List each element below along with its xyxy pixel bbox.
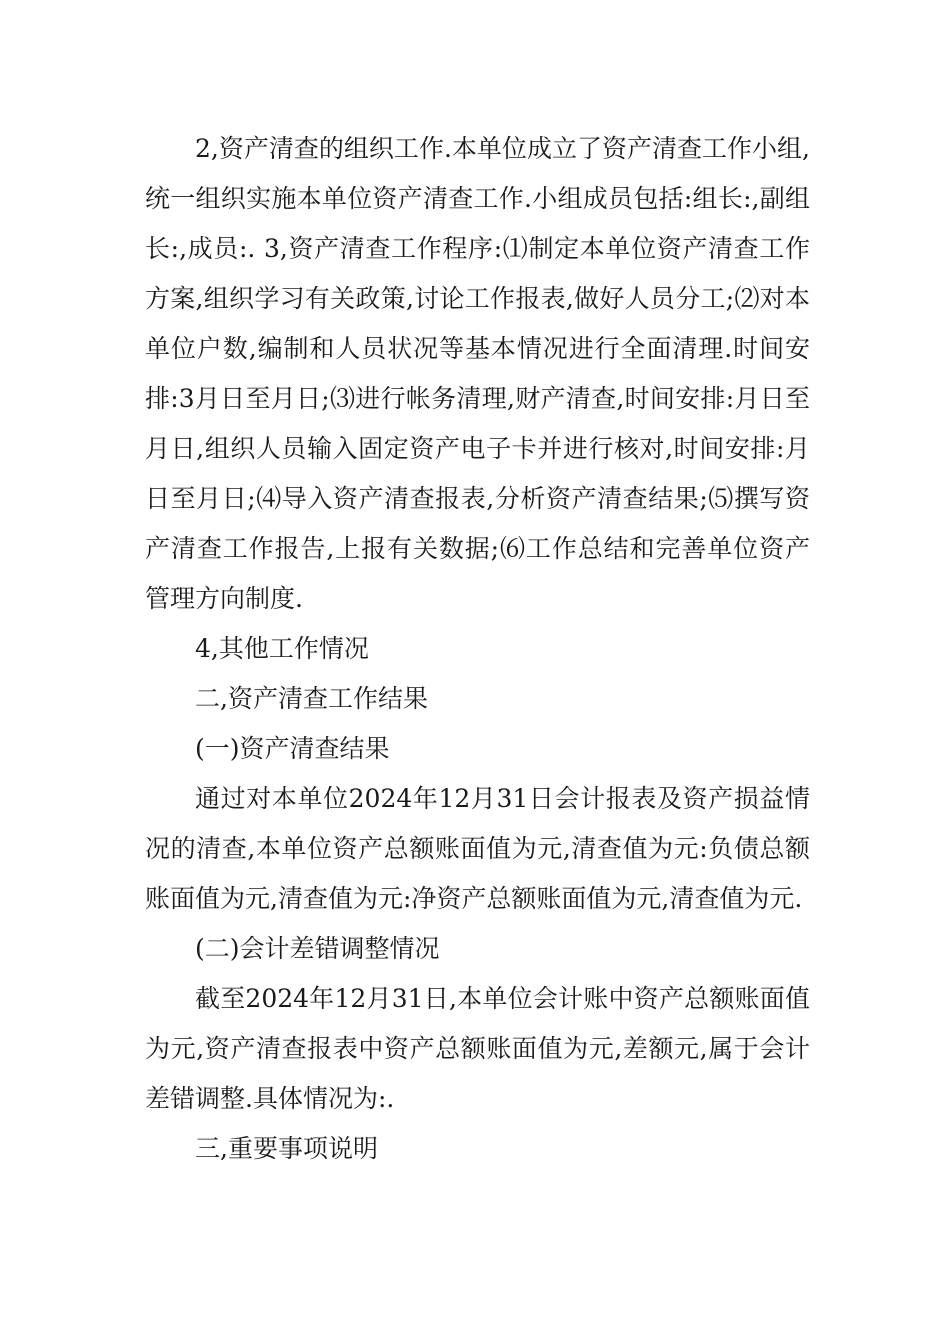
paragraph-results: 通过对本单位2024年12月31日会计报表及资产损益情况的清查,本单位资产总额账面值为元,清查值为元:负债总额账面值为元,清查值为元:净资产总额账面值为元,清查值为元. xyxy=(145,784,810,913)
section-heading-results: 二,资产清查工作结果 xyxy=(195,684,428,713)
paragraph-other-work: 4,其他工作情况 xyxy=(195,634,369,663)
subsection-heading-adjustment: (二)会计差错调整情况 xyxy=(195,934,440,963)
section-heading-important-matters: 三,重要事项说明 xyxy=(195,1134,378,1163)
paragraph-adjustment: 截至2024年12月31日,本单位会计账中资产总额账面值为元,资产清查报表中资产总额账面值为元,差额元,属于会计差错调整.具体情况为:. xyxy=(145,984,810,1113)
document-body xyxy=(145,124,810,1174)
subsection-heading-results: (一)资产清查结果 xyxy=(195,734,390,763)
paragraph-organization-procedure: 2,资产清查的组织工作.本单位成立了资产清查工作小组,统一组织实施本单位资产清查工作.小组成员包括:组长:,副组长:,成员:. 3,资产清查工作程序:⑴制定本单位资产清查工作方案,组织学习有关政策,讨论工作报表,做好人员分工;⑵对本单位户数,编制和人员状况等基本情况进行全面清理.时间安排:3月日至月日;⑶进行帐务清理,财产清查,时间安排:月日至月日,组织人员输入固定资产电子卡并进行核对,时间安排:月日至月日;⑷导入资产清查报表,分析资产清查结果;⑸撰写资产清查工作报告,上报有关数据;⑹工作总结和完善单位资产管理方向制度. xyxy=(145,134,810,613)
